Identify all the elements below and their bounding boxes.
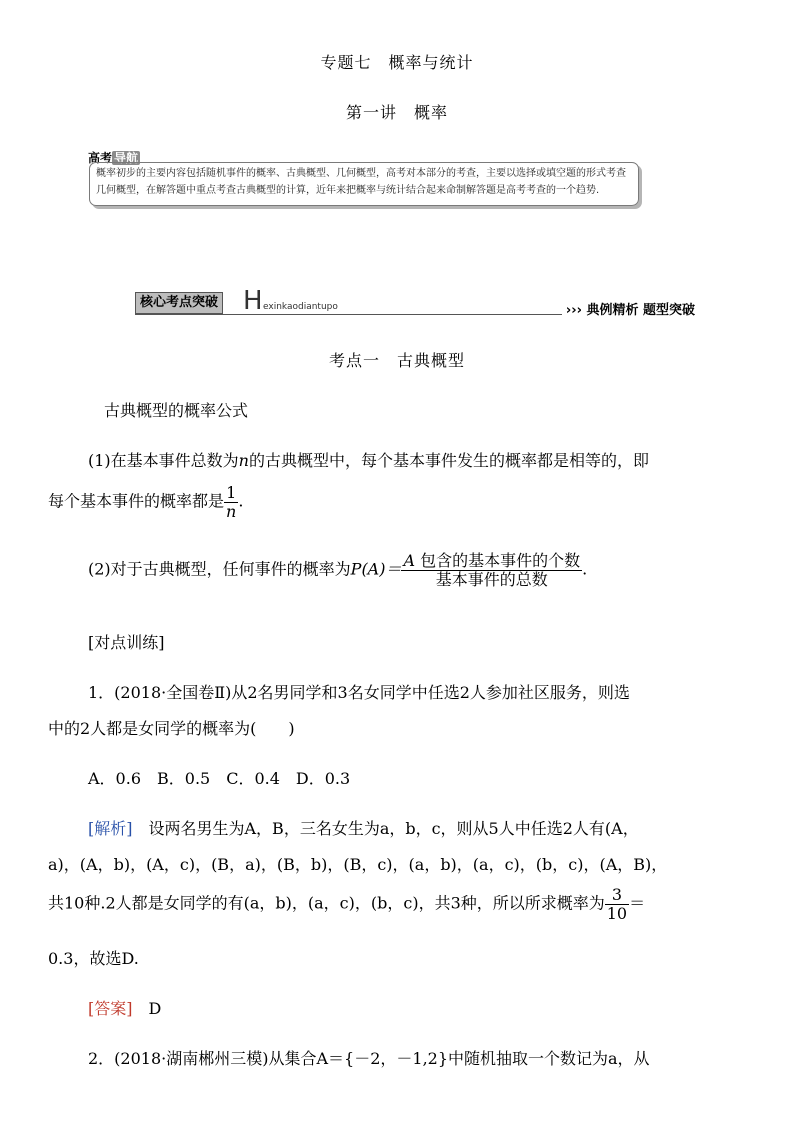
para-1-line-1: (1)在基本事件总数为n的古典概型中，每个基本事件发生的概率都是相等的，即: [88, 451, 649, 470]
banner-letter: H: [243, 286, 263, 316]
question-2-line-1: 2．(2018·湖南郴州三模)从集合A＝{－2，－1,2}中随机抽取一个数记为a，从: [88, 1049, 650, 1068]
training-heading: [对点训练]: [88, 633, 165, 652]
analysis-line-3: 共10种.2人都是女同学的有(a，b)，(a，c)，(b，c)，共3种，所以所求概率为 $\frac{3}{10}$ ＝: [48, 885, 646, 923]
analysis-line-1: [解析] 设两名男生为A，B，三名女生为a，b，c，则从5人中任选2人有(A，: [88, 819, 639, 838]
question-1-line-2: 中的2人都是女同学的概率为( ): [48, 719, 295, 738]
probability-fraction: $\frac{\text{A 包含的基本事件的个数}}{\text{基本事件的总数}}$: [403, 551, 581, 589]
banner-right-text: ››› 典例精析 题型突破: [562, 299, 695, 318]
formula-title: 古典概型的概率公式: [104, 401, 249, 420]
analysis-line-4: 0.3，故选D.: [48, 949, 139, 968]
analysis-line-2: a)，(A，b)，(A，c)，(B，a)，(B，b)，(B，c)，(a，b)，(a，c)，(b，c)，(A，B)，: [48, 855, 668, 874]
answer-line: [答案] D: [88, 999, 162, 1018]
banner-pinyin: exinkaodiantupo: [263, 302, 338, 312]
fraction-3-over-10: $\frac{3}{10}$: [606, 885, 628, 923]
chapter-title: 专题七 概率与统计: [320, 53, 474, 72]
para-1-line-2: 每个基本事件的概率都是 $\frac{1}{n}$ .: [48, 483, 244, 521]
exam-guide-tag-highlight: 导航: [114, 151, 139, 165]
question-1-line-1: 1．(2018·全国卷Ⅱ)从2名男同学和3名女同学中任选2人参加社区服务，则选: [88, 683, 630, 702]
answer-tag: [答案]: [88, 999, 133, 1018]
core-points-banner: [135, 286, 695, 318]
topic-heading: 考点一 古典概型: [328, 351, 465, 370]
analysis-tag: [解析]: [88, 819, 133, 838]
question-1-options: A．0.6 B．0.5 C．0.4 D．0.3: [88, 769, 351, 788]
exam-guide-box: 概率初步的主要内容包括随机事件的概率、古典概型、几何概型，高考对本部分的考查，主要以选择或填空题的形式考查几何概型，在解答题中重点考查古典概型的计算，近年来把概率与统计结合起来命制解答题是高考考查的一个趋势.: [89, 162, 639, 206]
para-2: (2)对于古典概型，任何事件的概率为P(A)＝ $\frac{\text{A 包含的基本事件的个数}}{\text{基本事件的总数}}$ .: [88, 551, 588, 589]
banner-label: 核心考点突破: [135, 292, 223, 314]
lecture-title: 第一讲 概率: [345, 103, 448, 122]
fraction-1-over-n: $\frac{1}{n}$: [226, 483, 237, 521]
exam-guide-tag-prefix: 高考: [88, 151, 113, 165]
